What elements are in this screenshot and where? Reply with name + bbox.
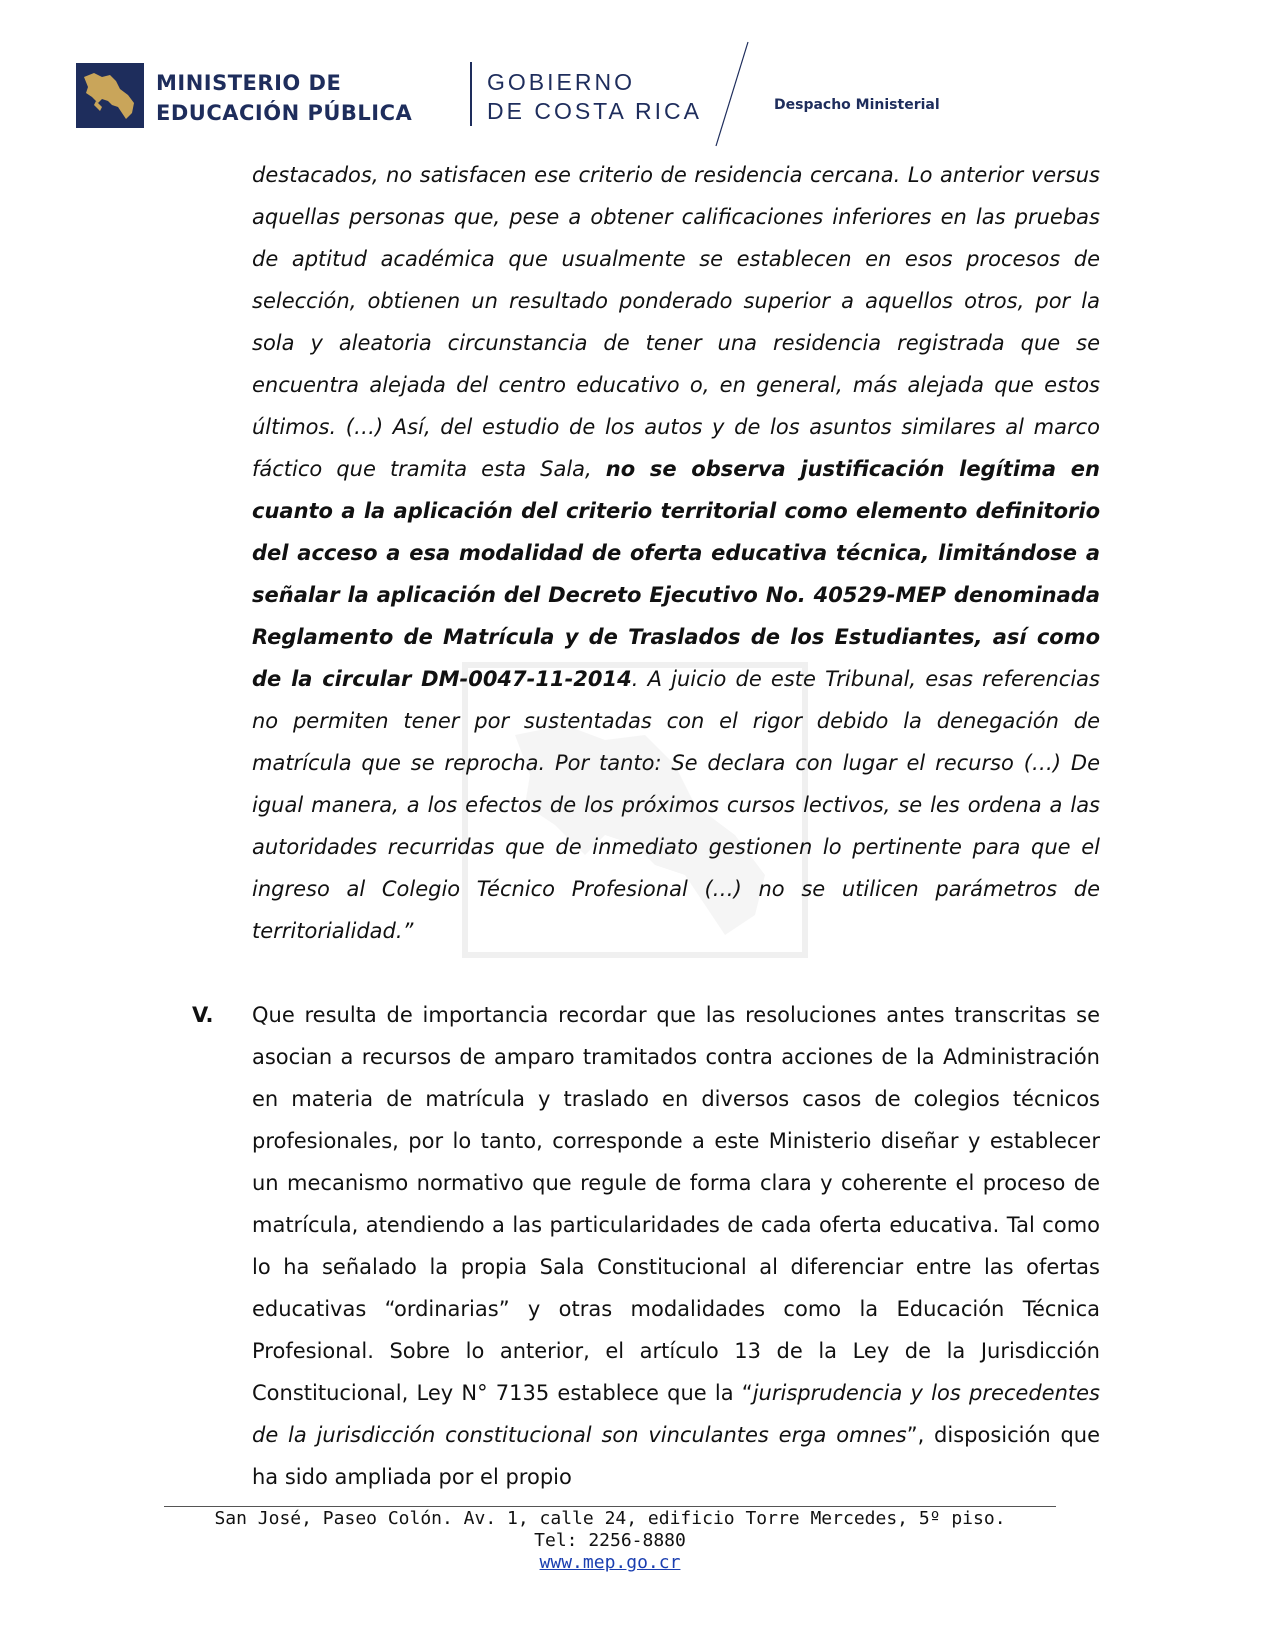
government-name-line2: DE COSTA RICA — [487, 98, 702, 124]
footer-divider — [164, 1506, 1056, 1507]
section-v-text-part2: ”, disposición que ha sido ampliada por el propio — [252, 1423, 1101, 1489]
government-name — [487, 68, 702, 126]
footer — [164, 1508, 1056, 1574]
quote-text-before-bold: destacados, no satisfacen ese criterio de residencia cercana. Lo anterior versus aquellas personas que, pese a obtener calificaciones inferiores en las pruebas de aptitud académica que usualmente se establecen en esos procesos de selección, obtienen un resultado ponderado superior a aquellos otros, por la sola y aleatoria circunstancia de tener una residencia registrada que se encuentra alejada del centro educativo o, en general, más alejada que estos últimos. (…) Así, del estudio de los autos y de los asuntos similares al marco fáctico que tramita esta Sala, — [252, 163, 1100, 481]
costa-rica-map-icon — [76, 63, 144, 128]
section-v-text-part1: Que resulta de importancia recordar que las resoluciones antes transcritas se asocian a recursos de amparo tramitados contra acciones de la Administración en materia de matrícula y traslado en diversos casos de colegios técnicos profesionales, por lo tanto, corresponde a este Ministerio diseñar y establecer un mecanismo normativo que regule de forma clara y coherente el proceso de matrícula, atendiendo a las particularidades de cada oferta educativa. Tal como lo ha señalado la propia Sala Constitucional al diferenciar entre las ofertas educativas “ordinarias” y otras modalidades como la Educación Técnica Profesional. Sobre lo anterior, el artículo 13 de la Ley de la Jurisdicción Constitucional, Ley N° 7135 establece que la “ — [252, 1003, 1100, 1405]
section-v-paragraph — [252, 994, 1100, 1498]
document-body — [192, 154, 1101, 1498]
quote-text-after-bold: . A juicio de este Tribunal, esas referencias no permiten tener por sustentadas con el rigor debido la denegación de matrícula que se reprocha. Por tanto: Se declara con lugar el recurso (…) De igual manera, a los efectos de los próximos cursos lectivos, se les ordena a las autoridades recurridas que de inmediato gestionen lo pertinente para que el ingreso al Colegio Técnico Profesional (…) no se utilicen parámetros de territorialidad.” — [252, 667, 1100, 943]
header-slash-divider — [712, 40, 752, 150]
footer-website-link[interactable]: www.mep.go.cr — [539, 1552, 681, 1573]
government-name-line1: GOBIERNO — [487, 69, 635, 95]
section-v-italic-quote: jurisprudencia y los precedentes de la jurisdicción constitucional son vinculantes erga omnes — [252, 1381, 1100, 1447]
quoted-ruling — [252, 154, 1100, 952]
ministry-name-line2: EDUCACIÓN PÚBLICA — [156, 101, 413, 125]
office-name: Despacho Ministerial — [774, 97, 940, 113]
footer-address: San José, Paseo Colón. Av. 1, calle 24, edificio Torre Mercedes, 5º piso. — [214, 1508, 1006, 1529]
ministry-name — [156, 68, 412, 128]
section-v — [192, 994, 1101, 1498]
quoted-ruling-paragraph — [252, 154, 1100, 952]
ministry-logo — [76, 63, 144, 128]
section-number: V. — [192, 1003, 214, 1027]
footer-phone: Tel: 2256-8880 — [534, 1530, 686, 1551]
ministry-name-line1: MINISTERIO DE — [156, 71, 342, 95]
quote-bold-text: no se observa justificación legítima en cuanto a la aplicación del criterio territorial como elemento definitorio del acceso a esa modalidad de oferta educativa técnica, limitándose a señalar la aplicación del Decreto Ejecutivo No. 40529-MEP denominada Reglamento de Matrícula y de Traslados de los Estudiantes, así como de la circular DM-0047-11-2014 — [252, 457, 1100, 691]
letterhead — [0, 0, 1275, 160]
header-divider — [470, 62, 472, 126]
